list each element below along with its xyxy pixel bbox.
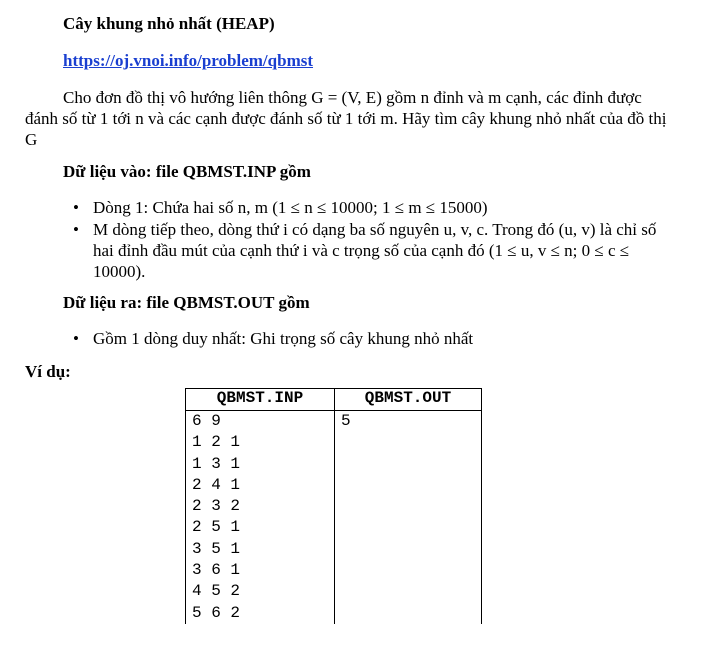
output-column-header: QBMST.OUT: [335, 389, 482, 411]
input-line: 5 6 2: [192, 603, 241, 622]
list-item: [66, 219, 661, 282]
output-list: [66, 328, 661, 349]
bullet-icon: •: [73, 198, 79, 217]
bullet-icon: •: [73, 329, 79, 348]
input-line: 2 5 1: [192, 518, 241, 537]
output-item-text: Gồm 1 dòng duy nhất: Ghi trọng số cây khung nhỏ nhất: [93, 329, 474, 348]
problem-link[interactable]: https://oj.vnoi.info/problem/qbmst: [63, 51, 314, 70]
input-line: 2 4 1: [192, 475, 241, 494]
input-item-text: Dòng 1: Chứa hai số n, m (1 ≤ n ≤ 10000; 1 ≤ m ≤ 15000): [93, 198, 488, 217]
list-item: [66, 328, 661, 349]
example-heading: Ví dụ:: [25, 362, 71, 381]
input-line: 1 3 1: [192, 454, 241, 473]
problem-statement: Cho đơn đồ thị vô hướng liên thông G = (V, E) gồm n đỉnh và m cạnh, các đỉnh được đánh số từ 1 tới n và các cạnh được đánh số từ 1 tới m. Hãy tìm cây khung nhỏ nhất của đồ thị G: [25, 88, 667, 149]
output-line: 5: [341, 412, 351, 430]
input-column-header: QBMST.INP: [186, 389, 335, 411]
input-line: 3 6 1: [192, 561, 241, 580]
output-cell: [335, 411, 482, 624]
list-item: [66, 197, 661, 218]
input-line: 3 5 1: [192, 539, 241, 558]
input-list: [66, 197, 661, 282]
input-line: 6 9: [192, 412, 221, 430]
bullet-icon: •: [73, 220, 79, 239]
input-line: 2 3 2: [192, 497, 241, 516]
output-heading: Dữ liệu ra: file QBMST.OUT gồm: [63, 293, 310, 312]
input-cell: [186, 411, 335, 624]
input-line: 1 2 1: [192, 433, 241, 452]
input-line: 4 5 2: [192, 582, 241, 601]
example-table: [185, 388, 482, 624]
page-title: Cây khung nhỏ nhất (HEAP): [63, 14, 275, 33]
input-heading: Dữ liệu vào: file QBMST.INP gồm: [63, 162, 311, 181]
input-item-text: M dòng tiếp theo, dòng thứ i có dạng ba số nguyên u, v, c. Trong đó (u, v) là chỉ số hai đỉnh đầu mút của cạnh thứ i và c trọng số của cạnh đó (1 ≤ u, v ≤ n; 0 ≤ c ≤ 10000).: [93, 220, 657, 281]
